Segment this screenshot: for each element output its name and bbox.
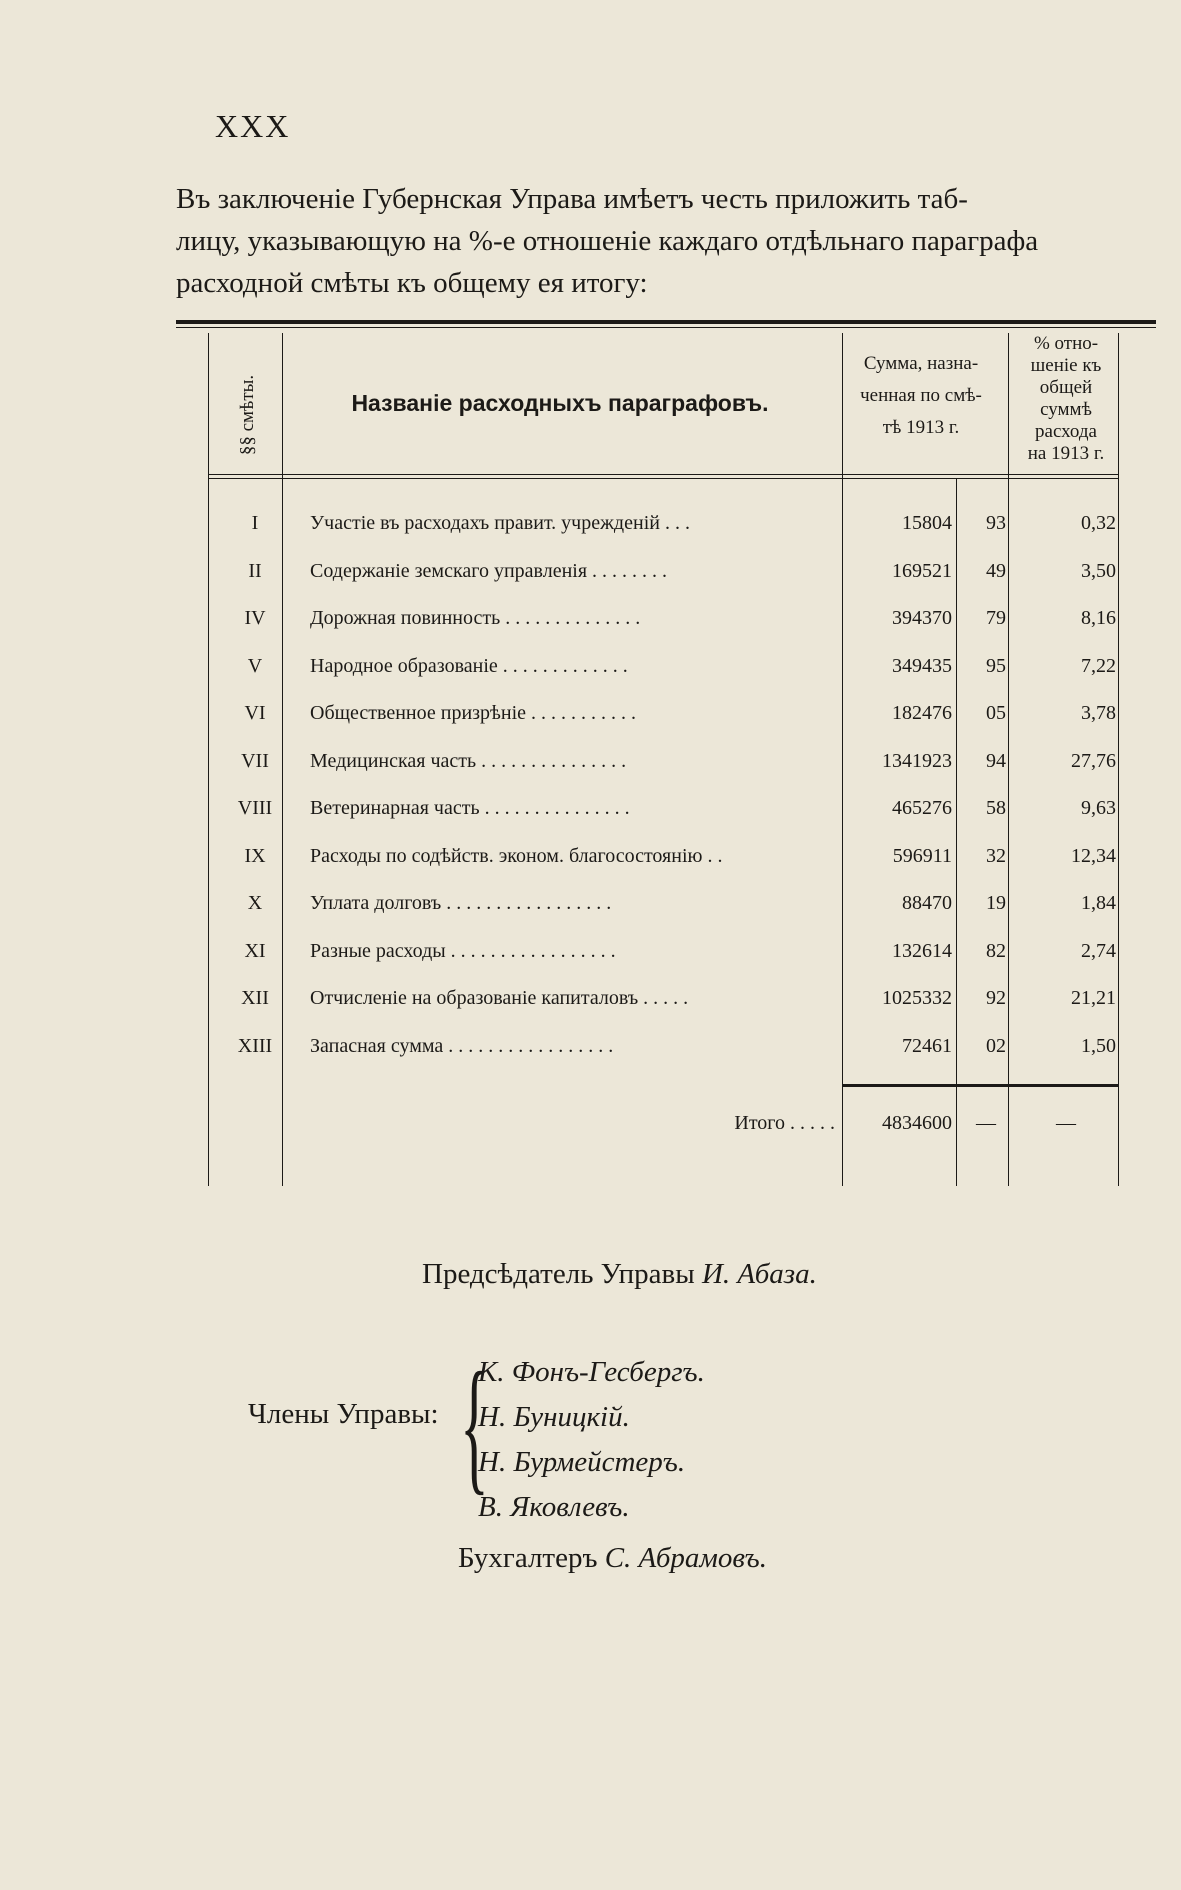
- row-sum-kopecks: 32: [986, 845, 1006, 867]
- row-paragraph-name: Уплата долговъ . . . . . . . . . . . . . . . . .: [310, 892, 612, 914]
- total-rule: [842, 1084, 1118, 1087]
- members-list: [478, 1350, 705, 1530]
- row-percent: 27,76: [1071, 750, 1116, 772]
- row-percent: 7,22: [1081, 655, 1116, 677]
- row-sum-rubles: 1341923: [882, 750, 952, 772]
- table-border-left: [208, 333, 209, 1186]
- header-rule-2: [208, 478, 1118, 479]
- accountant-label: Бухгалтеръ: [458, 1542, 598, 1574]
- chairman-line: [422, 1258, 817, 1291]
- row-sum-rubles: 394370: [892, 607, 952, 629]
- header-name: Названіе расходныхъ параграфовъ.: [351, 390, 769, 416]
- row-percent: 3,78: [1081, 702, 1116, 724]
- row-paragraph-name: Дорожная повинность . . . . . . . . . . . . . .: [310, 607, 641, 629]
- accountant-name: С. Абрамовъ.: [604, 1542, 767, 1574]
- member-name: В. Яковлевъ.: [478, 1491, 630, 1523]
- intro-paragraph: [176, 178, 1156, 304]
- accountant-line: [458, 1542, 767, 1575]
- row-section-number: VII: [241, 750, 269, 772]
- row-paragraph-name: Отчисленіе на образованіе капиталовъ . . . . .: [310, 987, 689, 1009]
- table-divider-sum: [1008, 333, 1009, 1186]
- row-percent: 1,50: [1081, 1035, 1116, 1057]
- row-sum-kopecks: 58: [986, 797, 1006, 819]
- row-percent: 12,34: [1071, 845, 1116, 867]
- row-percent: 9,63: [1081, 797, 1116, 819]
- row-sum-kopecks: 94: [986, 750, 1006, 772]
- member-name: К. Фонъ-Гесбергъ.: [478, 1356, 705, 1388]
- intro-line-3: расходной смѣты къ общему ея итогу:: [176, 267, 648, 299]
- row-sum-kopecks: 93: [986, 512, 1006, 534]
- row-sum-rubles: 72461: [902, 1035, 952, 1057]
- row-percent: 1,84: [1081, 892, 1116, 914]
- chairman-name: И. Абаза.: [701, 1258, 817, 1290]
- row-sum-rubles: 596911: [892, 845, 952, 867]
- row-sum-rubles: 182476: [892, 702, 952, 724]
- row-percent: 0,32: [1081, 512, 1116, 534]
- row-section-number: XIII: [237, 1035, 273, 1057]
- row-section-number: I: [251, 512, 259, 534]
- row-paragraph-name: Участіе въ расходахъ правит. учрежденій . . .: [310, 512, 690, 534]
- row-sum-rubles: 88470: [902, 892, 952, 914]
- header-section: §§ смѣты.: [237, 374, 258, 456]
- row-sum-kopecks: 05: [986, 702, 1006, 724]
- total-percent: —: [1056, 1112, 1076, 1134]
- members-label: Члены Управы:: [248, 1398, 439, 1430]
- row-paragraph-name: Разные расходы . . . . . . . . . . . . . . . . .: [310, 940, 616, 962]
- row-percent: 3,50: [1081, 560, 1116, 582]
- row-sum-kopecks: 79: [986, 607, 1006, 629]
- row-section-number: XI: [244, 940, 266, 962]
- row-paragraph-name: Медицинская часть . . . . . . . . . . . . . . .: [310, 750, 627, 772]
- header-percent: % отно- шеніе къ общей суммѣ расхода на 1913 г.: [1027, 333, 1105, 464]
- row-section-number: XII: [241, 987, 269, 1009]
- row-sum-rubles: 132614: [892, 940, 952, 962]
- row-sum-kopecks: 95: [986, 655, 1006, 677]
- row-sum-kopecks: 49: [986, 560, 1006, 582]
- row-sum-kopecks: 02: [986, 1035, 1006, 1057]
- row-paragraph-name: Общественное призрѣніе . . . . . . . . . . .: [310, 702, 637, 724]
- row-paragraph-name: Народное образованіе . . . . . . . . . . . . .: [310, 655, 628, 677]
- row-section-number: IV: [244, 607, 266, 629]
- row-sum-kopecks: 82: [986, 940, 1006, 962]
- header-sum: Сумма, назна- ченная по смѣ- тѣ 1913 г.: [860, 353, 982, 438]
- table-top-rule: [176, 320, 1156, 324]
- total-label: Итого . . . . .: [734, 1112, 835, 1134]
- row-section-number: VIII: [237, 797, 273, 819]
- members-brace: {: [460, 1342, 489, 1508]
- row-percent: 2,74: [1081, 940, 1116, 962]
- row-paragraph-name: Ветеринарная часть . . . . . . . . . . . . . . .: [310, 797, 630, 819]
- intro-line-2: лицу, указывающую на %-е отношеніе каждаго отдѣльнаго параграфа: [176, 225, 1039, 257]
- row-sum-rubles: 169521: [892, 560, 952, 582]
- row-paragraph-name: Запасная сумма . . . . . . . . . . . . . . . . .: [310, 1035, 614, 1057]
- row-sum-rubles: 1025332: [882, 987, 952, 1009]
- page-number: XXX: [215, 108, 291, 144]
- row-sum-kopecks: 92: [986, 987, 1006, 1009]
- member-name: Н. Бурмейстеръ.: [478, 1446, 686, 1478]
- table-top-rule-thin: [176, 327, 1156, 328]
- row-section-number: V: [247, 655, 263, 677]
- row-section-number: X: [247, 892, 263, 914]
- row-section-number: II: [248, 560, 262, 582]
- row-paragraph-name: Расходы по содѣйств. эконом. благосостоянію . .: [310, 845, 723, 867]
- member-name: Н. Буницкій.: [478, 1401, 630, 1433]
- row-section-number: IX: [244, 845, 266, 867]
- header-rule-1: [208, 474, 1118, 475]
- intro-line-1: Въ заключеніе Губернская Управа имѣетъ честь приложить таб-: [176, 183, 968, 215]
- row-sum-rubles: 349435: [892, 655, 952, 677]
- row-section-number: VI: [244, 702, 266, 724]
- row-percent: 21,21: [1071, 987, 1116, 1009]
- row-percent: 8,16: [1081, 607, 1116, 629]
- row-paragraph-name: Содержаніе земскаго управленія . . . . . . . .: [310, 560, 668, 582]
- row-sum-rubles: 15804: [902, 512, 952, 534]
- row-sum-rubles: 465276: [892, 797, 952, 819]
- table-divider-kop: [956, 478, 957, 1186]
- total-sum: 4834600: [882, 1112, 952, 1134]
- chairman-label: Предсѣдатель Управы: [422, 1258, 695, 1290]
- row-sum-kopecks: 19: [986, 892, 1006, 914]
- total-kop: —: [976, 1112, 996, 1134]
